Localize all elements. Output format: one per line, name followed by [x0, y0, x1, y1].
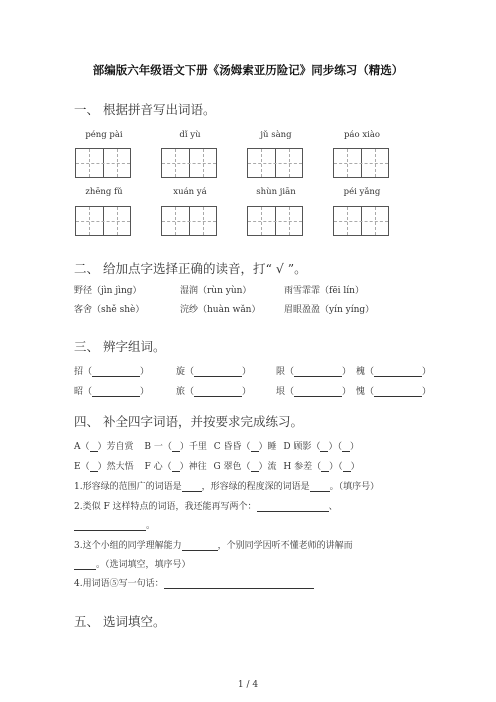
- paren-close: ）: [342, 387, 352, 397]
- paren-close: ）: [242, 387, 252, 397]
- page-number: 1 / 4: [237, 680, 259, 690]
- char-group-1[interactable]: [74, 364, 149, 377]
- writing-box-1[interactable]: [75, 148, 131, 178]
- idiom-part: ）神往: [179, 462, 207, 472]
- idiom-part: ）芳自赏: [97, 442, 134, 452]
- writing-box-7[interactable]: [247, 206, 303, 236]
- pinyin-7: shùn jiān: [256, 187, 296, 197]
- idiom-part: H 参差（: [283, 462, 322, 472]
- writing-box-5[interactable]: [75, 206, 131, 236]
- char-label: 旋（: [176, 367, 195, 377]
- idiom-part: A（: [74, 442, 90, 452]
- idiom-part: ）: [350, 462, 360, 472]
- char-group-4[interactable]: [356, 364, 431, 377]
- idiom-part: ）（: [328, 442, 342, 452]
- idiom-part: D 顾影（: [283, 442, 321, 452]
- char-group-7[interactable]: [276, 384, 351, 397]
- char-group-5[interactable]: [74, 384, 149, 397]
- char-group-6[interactable]: [176, 384, 251, 397]
- question-2[interactable]: [74, 499, 338, 512]
- question-text: 1.形容绿的范围广的词语是: [74, 482, 182, 492]
- question-text: 。: [146, 521, 156, 531]
- char-label: 槐（: [356, 367, 375, 377]
- writing-box-4[interactable]: [333, 148, 389, 178]
- idiom-part: B 一（: [144, 442, 172, 452]
- pinyin-5: zhēng fǔ: [85, 187, 123, 197]
- idiom-line-2[interactable]: [74, 459, 360, 472]
- idiom-part: G 翠色（: [213, 462, 251, 472]
- question-3[interactable]: [74, 538, 353, 551]
- section5-heading: 五、 选词填空。: [74, 614, 166, 629]
- char-group-2[interactable]: [176, 364, 251, 377]
- writing-box-8[interactable]: [333, 206, 389, 236]
- pinyin-3: jǔ sàng: [260, 130, 292, 140]
- idiom-part: E（: [74, 462, 90, 472]
- document-title: 部编版六年级语文下册《汤姆索亚历险记》同步练习（精选）: [92, 63, 404, 77]
- char-label: 垠（: [276, 387, 295, 397]
- section3-heading: 三、 辨字组词。: [74, 339, 166, 354]
- idiom-part: ）（: [329, 462, 343, 472]
- char-label: 昭（: [74, 387, 93, 397]
- reading-item-1[interactable]: 野径（jìn jìng）: [74, 286, 142, 296]
- char-group-8[interactable]: [356, 384, 431, 397]
- char-label: 旅（: [176, 387, 195, 397]
- paren-close: ）: [342, 367, 352, 377]
- char-group-3[interactable]: [276, 364, 351, 377]
- reading-item-3[interactable]: 雨雪霏霏（fēi lín）: [284, 286, 364, 296]
- writing-box-6[interactable]: [161, 206, 217, 236]
- idiom-part: ）睡: [258, 442, 277, 452]
- question-text: ，形容绿的程度深的词语是: [201, 482, 310, 492]
- question-4[interactable]: [74, 576, 314, 589]
- question-text: 4.用词语⑤写一句话：: [74, 579, 164, 589]
- pinyin-6: xuán yá: [173, 187, 207, 197]
- writing-box-3[interactable]: [247, 148, 303, 178]
- idiom-part: ）: [350, 442, 360, 452]
- reading-item-2[interactable]: 湿润（rùn yùn）: [180, 286, 252, 296]
- pinyin-8: péi yǎng: [343, 187, 381, 197]
- paren-close: ）: [140, 387, 150, 397]
- question-2-cont[interactable]: [74, 518, 155, 531]
- char-label: 愧（: [356, 387, 375, 397]
- pinyin-2: dǐ yù: [179, 130, 201, 140]
- paren-close: ）: [242, 367, 252, 377]
- pinyin-1: péng pài: [85, 130, 123, 140]
- reading-item-6[interactable]: 眉眼盈盈（yín yíng）: [284, 305, 375, 315]
- section4-heading: 四、 补全四字词语，并按要求完成练习。: [74, 414, 303, 429]
- idiom-part: C 昏昏（: [213, 442, 251, 452]
- char-label: 招（: [74, 367, 93, 377]
- reading-item-4[interactable]: 客舍（shě shè）: [74, 305, 145, 315]
- idiom-line-1[interactable]: [74, 439, 359, 452]
- idiom-part: ）流: [258, 462, 277, 472]
- idiom-part: ）然大悟: [97, 462, 134, 472]
- question-1[interactable]: [74, 479, 379, 492]
- question-text: 。（填序号）: [329, 482, 380, 492]
- section1-heading: 一、 根据拼音写出词语。: [74, 102, 216, 117]
- reading-item-5[interactable]: 浣纱（huàn wǎn）: [180, 305, 261, 315]
- paren-close: ）: [140, 367, 150, 377]
- question-text: ，个别同学因听不懂老师的讲解而: [217, 541, 353, 551]
- question-text: 2.类似 F 这样特点的词语，我还能再写两个：: [74, 502, 257, 512]
- question-text: 、: [328, 502, 338, 512]
- paren-close: ）: [422, 387, 432, 397]
- question-text: 3.这个小组的同学理解能力: [74, 541, 182, 551]
- pinyin-4: páo xiào: [343, 130, 381, 140]
- idiom-part: F 心（: [144, 462, 172, 472]
- question-text: 。（选词填空，填序号）: [96, 560, 191, 570]
- section2-heading: 二、 给加点字选择正确的读音，打“ √ ”。: [74, 261, 307, 276]
- paren-close: ）: [422, 367, 432, 377]
- idiom-part: ）千里: [179, 442, 207, 452]
- writing-box-2[interactable]: [161, 148, 217, 178]
- char-label: 限（: [276, 367, 295, 377]
- question-3-cont[interactable]: [74, 557, 191, 570]
